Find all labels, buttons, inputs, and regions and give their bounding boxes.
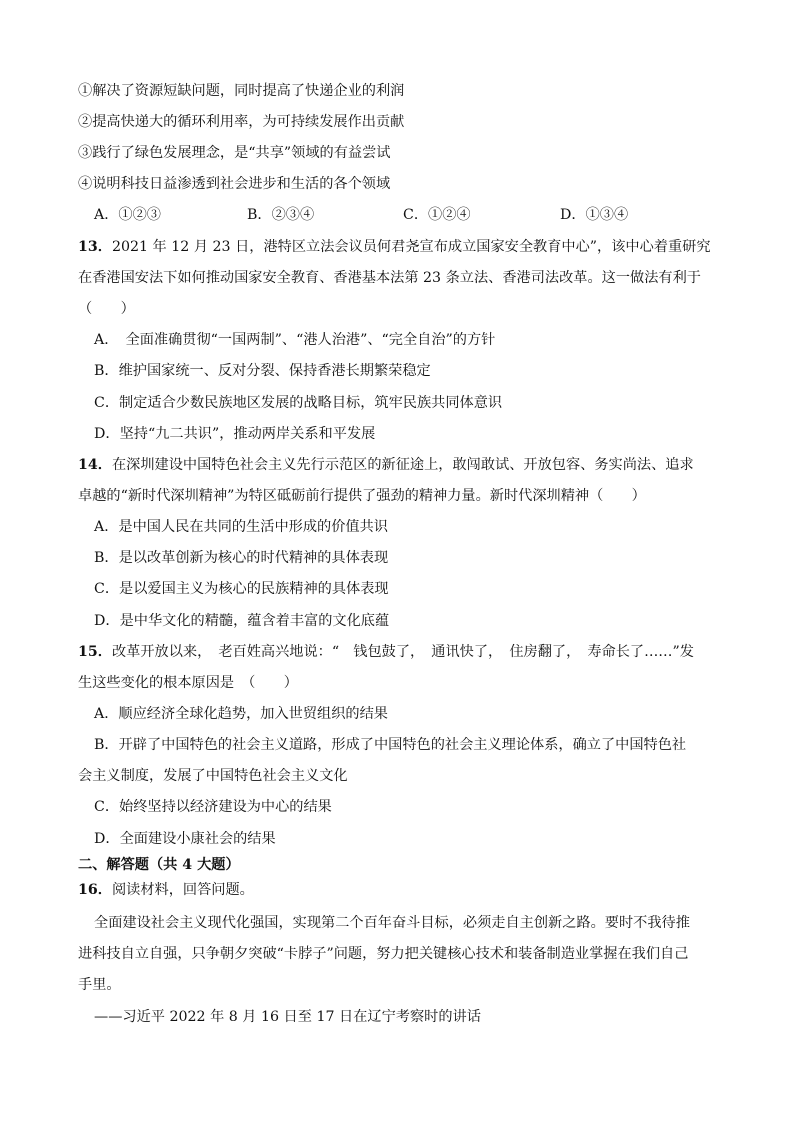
q14-option-a[interactable]: A．是中国人民在共同的生活中形成的价值共识 <box>94 519 388 535</box>
q14-stem-text: 在深圳建设中国特色社会主义先行示范区的新征途上，敢闯敢试、开放包容、务实尚法、追求 <box>111 457 694 473</box>
q13-stem-text: 2021 年 12 月 23 日，港特区立法会议员何君尧宣布成立国家安全教育中心”，该中心着重研究 <box>111 239 711 255</box>
q12-options <box>94 205 734 225</box>
q12-option-c[interactable]: C．①②④ <box>403 207 471 223</box>
section-title-answer-questions: 二、解答题（共 4 大题） <box>78 857 240 873</box>
q15-option-b[interactable]: B．开辟了中国特色的社会主义道路，形成了中国特色的社会主义理论体系，确立了中国特色社 <box>94 737 687 753</box>
q13-option-c[interactable]: C．制定适合少数民族地区发展的战略目标，筑牢民族共同体意识 <box>94 395 503 411</box>
q13-option-a[interactable]: A． 全面准确贯彻“一国两制”、“港人治港”、“完全自治”的方针 <box>94 332 496 348</box>
q16-number: 16． <box>78 882 112 898</box>
q16-material-line-2: 进科技自立自强，只争朝夕突破“卡脖子”问题，努力把关键核心技术和装备制造业掌握在我们自己 <box>78 946 689 962</box>
q12-option-d[interactable]: D．①③④ <box>560 207 629 223</box>
q15-option-a[interactable]: A．顺应经济全球化趋势，加入世贸组织的结果 <box>94 706 388 722</box>
q16-stem-text: 阅读材料，回答问题。 <box>111 882 254 898</box>
q13-option-d[interactable]: D．坚持“九二共识”，推动两岸关系和平发展 <box>94 426 376 442</box>
q14-stem-line-2: 卓越的“新时代深圳精神”为特区砥砺前行提供了强劲的精神力量。新时代深圳精神（ ） <box>78 488 646 504</box>
q12-option-a[interactable]: A．①②③ <box>94 207 161 223</box>
q12-statement-2: ②提高快递大的循环利用率，为可持续发展作出贡献 <box>78 114 405 130</box>
q16-stem <box>78 880 718 900</box>
q14-option-d[interactable]: D．是中华文化的精髓，蕴含着丰富的文化底蕴 <box>94 613 390 629</box>
q15-option-b-continued: 会主义制度，发展了中国特色社会主义文化 <box>78 768 348 784</box>
q15-stem-line-1 <box>78 642 718 662</box>
q14-option-c[interactable]: C．是以爱国主义为核心的民族精神的具体表现 <box>94 581 389 597</box>
q16-material-line-3: 手里。 <box>78 977 121 993</box>
q12-statement-1: ①解决了资源短缺问题，同时提高了快递企业的利润 <box>78 83 405 99</box>
q16-material-line-1: 全面建设社会主义现代化强国，实现第二个百年奋斗目标，必须走自主创新之路。要时不我待推 <box>94 915 690 931</box>
q12-option-b[interactable]: B．②③④ <box>247 207 315 223</box>
q14-option-b[interactable]: B．是以改革创新为核心的时代精神的具体表现 <box>94 550 389 566</box>
q13-stem-line-1 <box>78 237 718 257</box>
q15-option-c[interactable]: C．始终坚持以经济建设为中心的结果 <box>94 799 332 815</box>
q15-stem-text: 改革开放以来， 老百姓高兴地说：“ 钱包鼓了， 通讯快了， 住房翻了， 寿命长了……”发 <box>111 644 694 660</box>
q12-statement-3: ③践行了绿色发展理念，是“共享”领域的有益尝试 <box>78 145 391 161</box>
q13-option-b[interactable]: B．维护国家统一、反对分裂、保持香港长期繁荣稳定 <box>94 363 431 379</box>
q13-stem-line-2: 在香港国安法下如何推动国家安全教育、香港基本法第 23 条立法、香港司法改革。这一做法有利于 <box>78 270 701 286</box>
q13-stem-line-3: （ ） <box>78 301 135 317</box>
q12-statement-4: ④说明科技日益渗透到社会进步和生活的各个领域 <box>78 176 391 192</box>
q13-number: 13． <box>78 239 112 255</box>
q15-option-d[interactable]: D．全面建设小康社会的结果 <box>94 831 276 847</box>
q15-number: 15． <box>78 644 112 660</box>
q14-stem-line-1 <box>78 455 718 475</box>
q14-number: 14． <box>78 457 112 473</box>
q15-stem-line-2: 生这些变化的根本原因是 （ ） <box>78 675 298 691</box>
q16-source: ——习近平 2022 年 8 月 16 日至 17 日在辽宁考察时的讲话 <box>94 1009 481 1025</box>
